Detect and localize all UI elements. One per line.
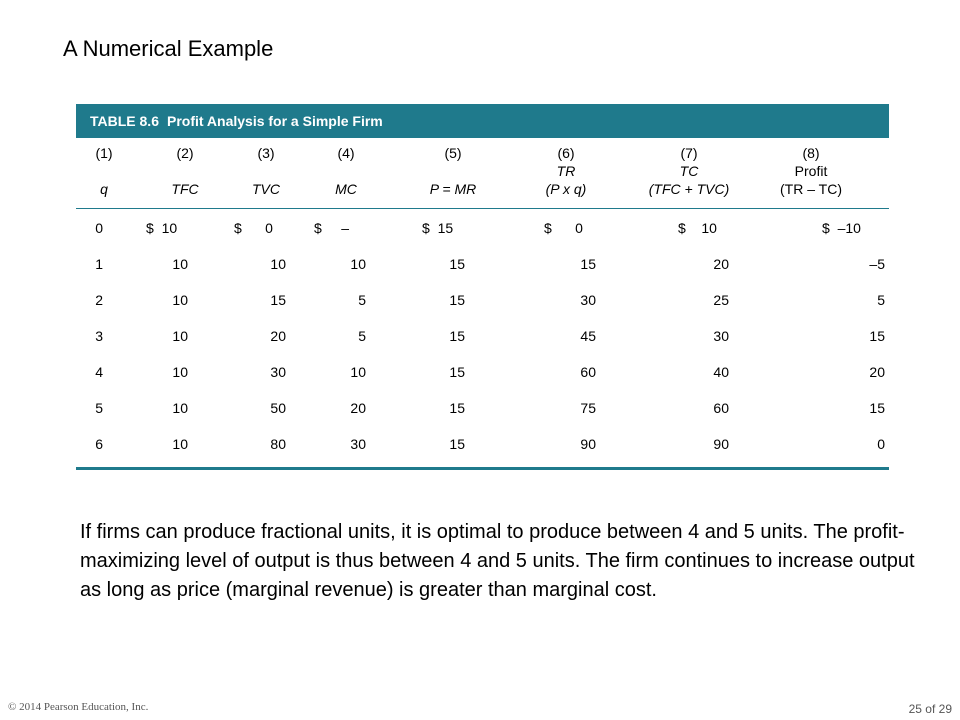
table-cell: 75 [580,400,596,416]
table-cell: 50 [270,400,286,416]
column-header-5-l1 [393,162,513,180]
table-cell: 25 [713,292,729,308]
table-cell: $ 15 [422,220,454,236]
table-title: Profit Analysis for a Simple Firm [166,113,383,129]
table-cell: –5 [869,256,885,272]
copyright: © 2014 Pearson Education, Inc. [8,701,149,713]
column-header-1-l2: q [100,181,108,197]
page-total: of 29 [925,702,952,716]
column-header-7-num: (7) [680,145,698,161]
column-header-5-l2: P = MR [429,181,477,197]
table-cell: 5 [95,400,103,416]
column-header-5 [393,144,513,198]
table-cell: 90 [580,436,596,452]
table-cell: 90 [713,436,729,452]
table-cell: 6 [95,436,103,452]
table-cell: 15 [449,328,465,344]
table-cell: 5 [358,328,366,344]
column-header-4-l1 [286,162,406,180]
column-header-4 [286,144,406,198]
table-cell: 15 [270,292,286,308]
table-cell: 10 [350,364,366,380]
table-cell: 0 [877,436,885,452]
table-cell: 60 [580,364,596,380]
table-cell: 4 [95,364,103,380]
table-cell: 30 [580,292,596,308]
table-cell: 40 [713,364,729,380]
table-cell: 10 [172,292,188,308]
table-row [76,425,889,461]
column-header-7-l1: TC [679,163,699,179]
table-cell: 10 [270,256,286,272]
profit-table [76,104,889,470]
table-cell: 3 [95,328,103,344]
table-cell: 10 [350,256,366,272]
column-header-6 [506,144,626,198]
table-caption [76,104,889,138]
table-cell: $ 10 [146,220,178,236]
table-cell: 10 [172,328,188,344]
table-row [76,389,889,425]
table-row [76,209,889,245]
table-cell: 10 [172,400,188,416]
table-cell: 10 [172,256,188,272]
table-number: TABLE 8.6 [90,113,159,129]
table-cell: 60 [713,400,729,416]
table-row [76,245,889,281]
column-header-7-l2: (TFC + TVC) [648,181,730,197]
table-cell: 20 [713,256,729,272]
table-header [76,138,889,208]
column-header-7 [629,144,749,198]
table-cell: $ 10 [678,220,717,236]
table-cell: 15 [449,292,465,308]
slide-title: A Numerical Example [63,36,274,61]
column-header-2-l2: TFC [171,181,199,197]
table-cell: 5 [358,292,366,308]
column-header-8-num: (8) [802,145,820,161]
table-cell: 80 [270,436,286,452]
table-cell: 15 [869,328,885,344]
table-row [76,317,889,353]
table-cell: 30 [350,436,366,452]
table-cell: 30 [270,364,286,380]
table-bottom-rule [76,467,889,470]
table-cell: 20 [270,328,286,344]
table-cell: 5 [877,292,885,308]
table-cell: $ 0 [544,220,583,236]
column-header-4-l2: MC [335,181,357,197]
table-cell: $ –10 [822,220,861,236]
column-header-6-l2: (P x q) [545,181,587,197]
column-header-5-num: (5) [444,145,462,161]
column-header-3-num: (3) [257,145,275,161]
table-cell: 15 [449,400,465,416]
page-number [909,702,952,716]
table-cell: 2 [95,292,103,308]
column-header-8 [751,144,871,198]
table-cell: 20 [350,400,366,416]
table-cell: $ – [314,220,350,236]
table-cell: 45 [580,328,596,344]
table-cell: 0 [95,220,103,236]
table-row [76,353,889,389]
table-cell: 30 [713,328,729,344]
table-cell: 15 [869,400,885,416]
column-header-6-num: (6) [557,145,575,161]
page-current: 25 [908,702,922,716]
column-header-1-num: (1) [95,145,113,161]
explanation-text: If firms can produce fractional units, it is optimal to produce between 4 and 5 units. The profit-maximizing level of output is thus between 4 and 5 units. The firm continues to increase output as long as price (marginal revenue) is greater than marginal cost. [80,521,915,601]
column-header-8-l1: Profit [794,163,828,179]
table-cell: 15 [449,364,465,380]
table-row [76,281,889,317]
table-body [76,209,889,461]
table-cell: 20 [869,364,885,380]
table-cell: 1 [95,256,103,272]
column-header-3-l2: TVC [252,181,280,197]
column-header-8-l2: (TR – TC) [780,181,842,197]
table-cell: 15 [580,256,596,272]
column-header-6-l1: TR [556,163,576,179]
column-header-2-num: (2) [176,145,194,161]
table-cell: 15 [449,436,465,452]
column-header-4-num: (4) [337,145,355,161]
table-cell: $ 0 [234,220,273,236]
table-cell: 15 [449,256,465,272]
table-cell: 10 [172,436,188,452]
table-cell: 10 [172,364,188,380]
